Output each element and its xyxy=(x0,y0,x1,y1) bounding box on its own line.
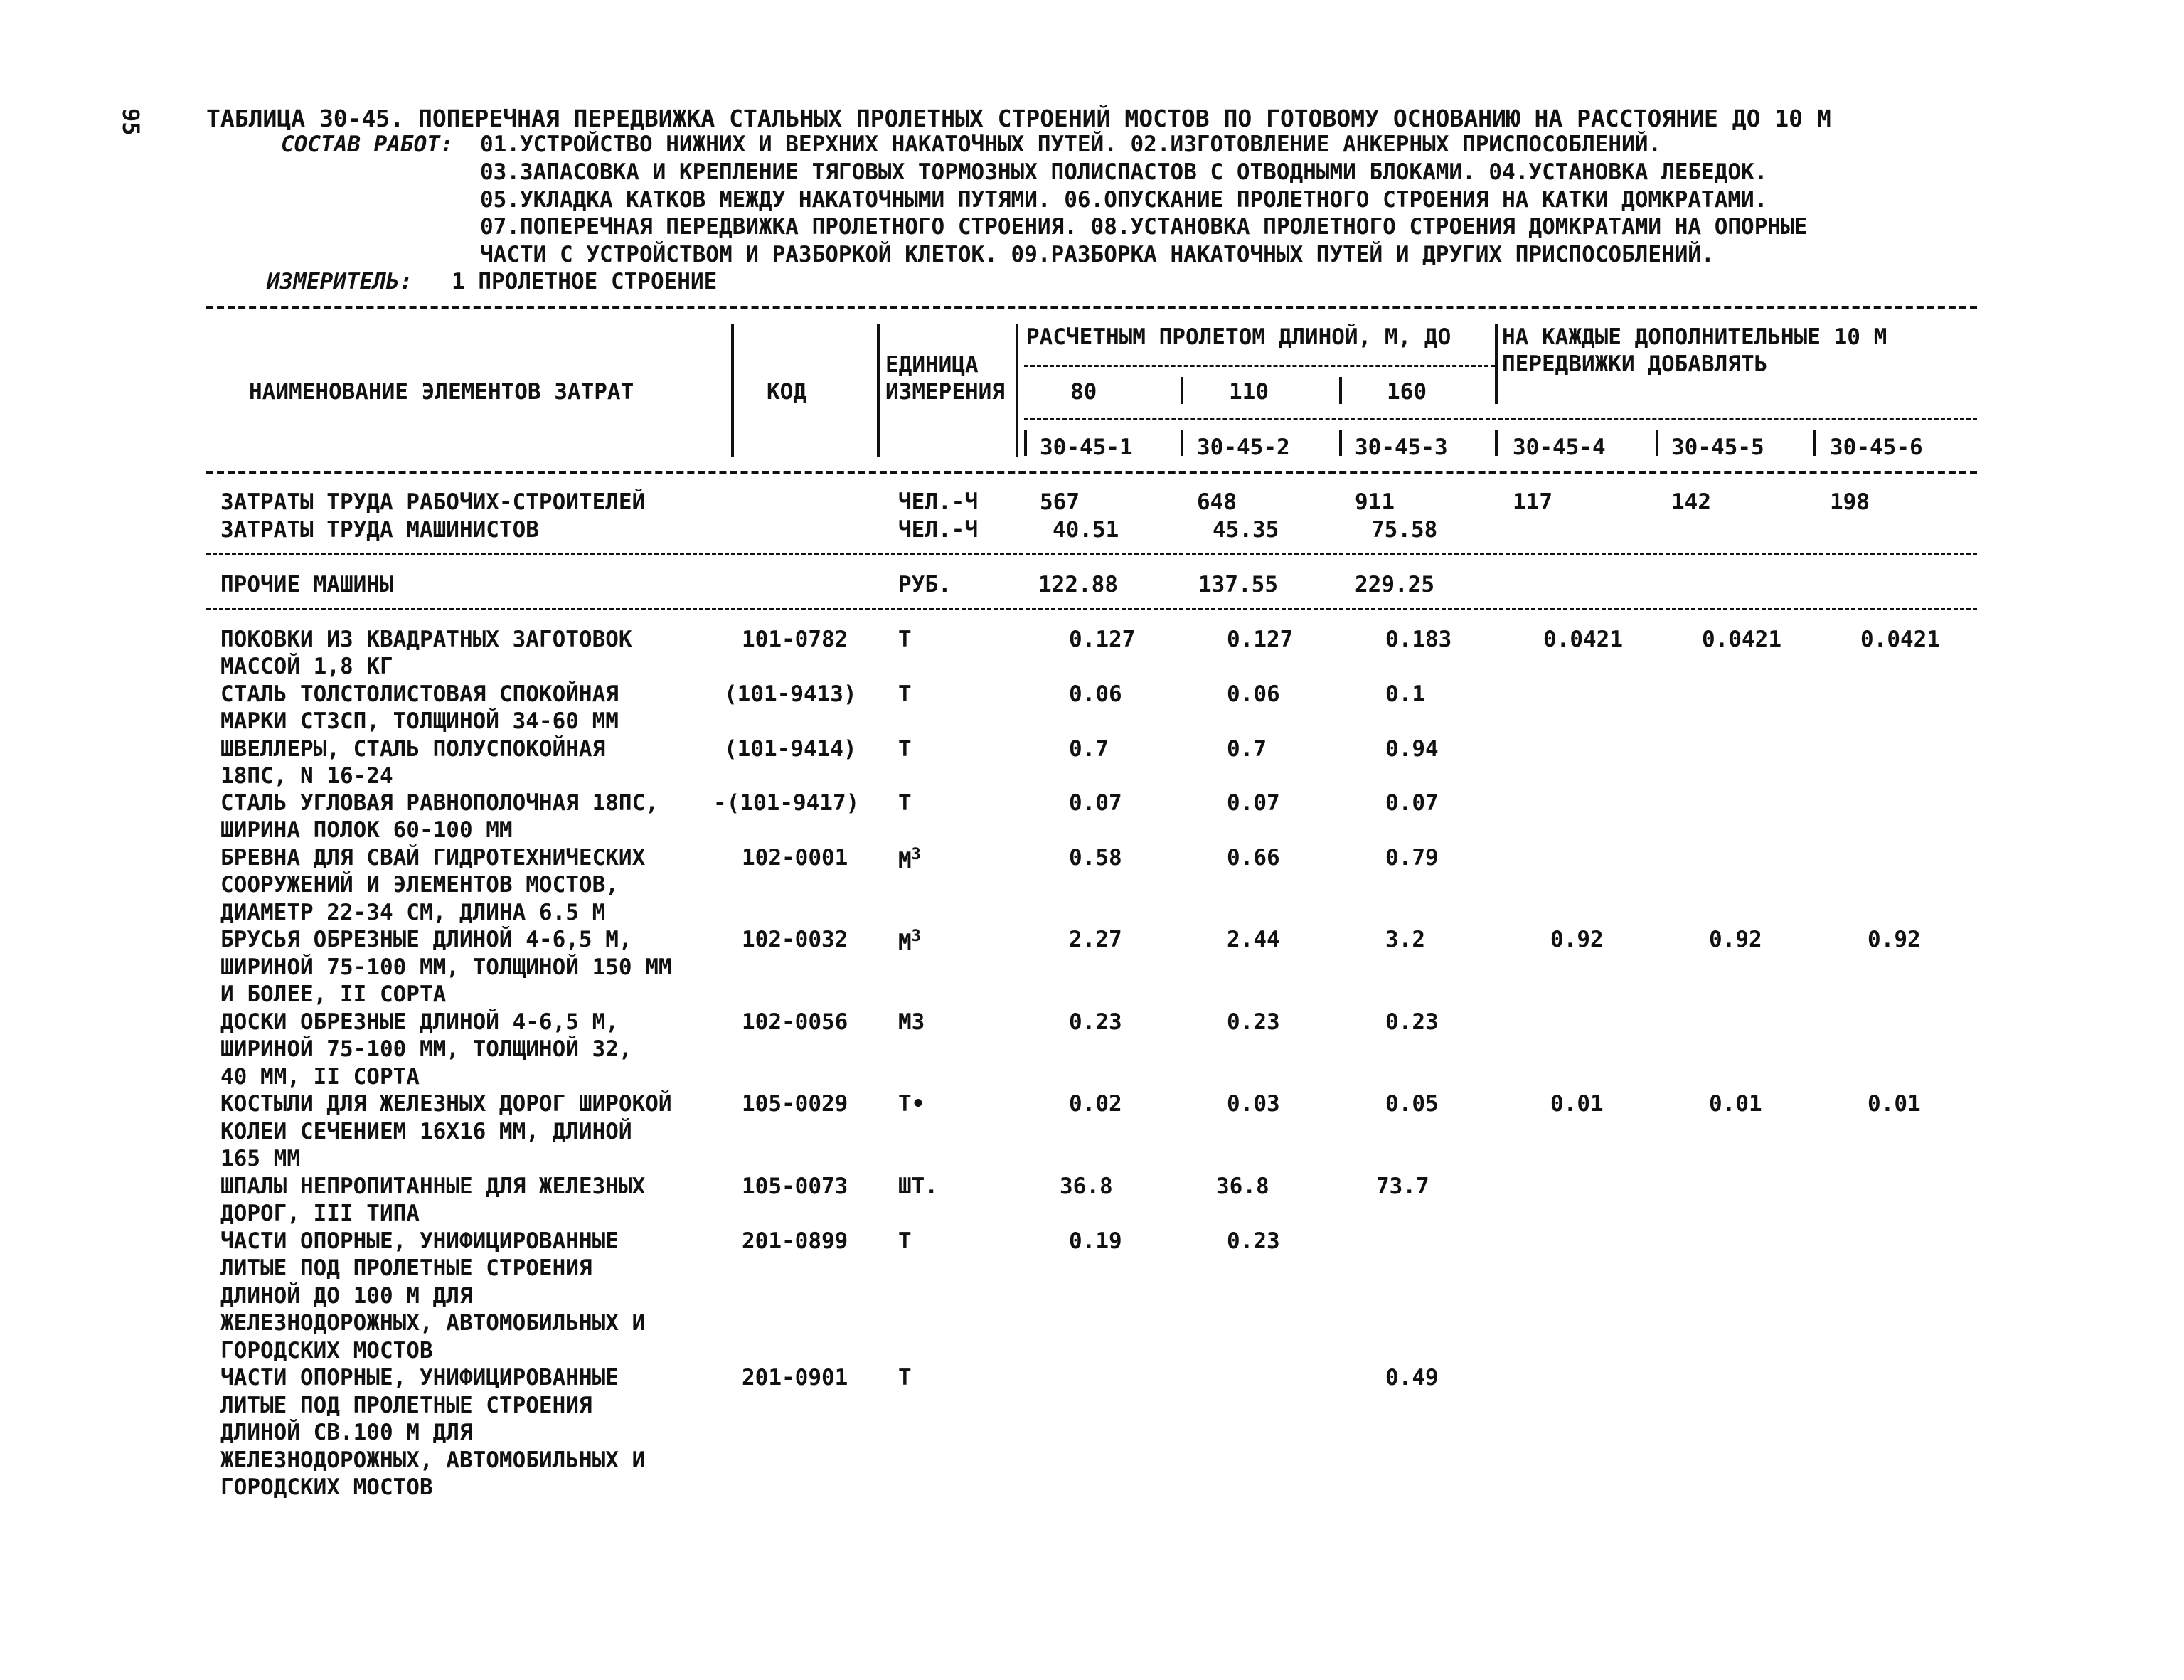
column-separator xyxy=(1495,324,1498,404)
work-line: 03.ЗАПАСОВКА И КРЕПЛЕНИЕ ТЯГОВЫХ ТОРМОЗНЫХ ПОЛИСПАСТОВ С ОТВОДНЫМИ БЛОКАМИ. 04.УСТАНОВКА ЛЕБЕДОК. xyxy=(480,159,1768,185)
material-name-line: БРУСЬЯ ОБРЕЗНЫЕ ДЛИНОЙ 4-6,5 М, xyxy=(220,927,632,952)
material-name-line: КОСТЫЛИ ДЛЯ ЖЕЛЕЗНЫХ ДОРОГ ШИРОКОЙ xyxy=(220,1091,672,1117)
material-name-line: ЖЕЛЕЗНОДОРОЖНЫХ, АВТОМОБИЛЬНЫХ И xyxy=(220,1447,646,1473)
page-number: 95 xyxy=(117,108,144,136)
material-name-line: ЛИТЫЕ ПОД ПРОЛЕТНЫЕ СТРОЕНИЯ xyxy=(220,1393,592,1418)
column-separator xyxy=(1813,430,1816,456)
material-value: 73.7 xyxy=(1376,1174,1429,1199)
labor-row-value: 911 xyxy=(1355,489,1395,515)
machine-row-value: 229.25 xyxy=(1355,572,1434,597)
labor-row-unit: ЧЕЛ.-Ч xyxy=(898,517,978,543)
material-name-line: ЛИТЫЕ ПОД ПРОЛЕТНЫЕ СТРОЕНИЯ xyxy=(220,1255,592,1281)
material-value: 0.05 xyxy=(1385,1091,1439,1117)
material-unit: Т xyxy=(898,1365,912,1391)
material-value: 0.0421 xyxy=(1702,627,1781,652)
section-rule xyxy=(206,608,1977,610)
labor-row-name: ЗАТРАТЫ ТРУДА РАБОЧИХ-СТРОИТЕЛЕЙ xyxy=(220,489,646,515)
material-unit: ШТ. xyxy=(898,1174,938,1199)
column-separator xyxy=(731,324,734,457)
meter-label: ИЗМЕРИТЕЛЬ: xyxy=(267,269,413,294)
material-value: 0.66 xyxy=(1227,845,1280,871)
column-separator xyxy=(1339,377,1342,404)
header-code: 30-45-6 xyxy=(1830,435,1923,460)
material-name-line: ЧАСТИ ОПОРНЫЕ, УНИФИЦИРОВАННЫЕ xyxy=(220,1365,619,1391)
material-code: (101-9414) xyxy=(724,736,857,762)
material-code: (101-9413) xyxy=(724,681,857,707)
material-unit: $М^3$ xyxy=(898,927,921,955)
work-label: СОСТАВ РАБОТ: xyxy=(281,132,454,157)
labor-row-unit: ЧЕЛ.-Ч xyxy=(898,489,978,515)
labor-row-value: 648 xyxy=(1197,489,1237,515)
header-span-80: 80 xyxy=(1070,379,1097,405)
material-code: 201-0899 xyxy=(742,1228,848,1254)
meter-value: 1 ПРОЛЕТНОЕ СТРОЕНИЕ xyxy=(452,269,718,294)
material-name-line: ШПАЛЫ НЕПРОПИТАННЫЕ ДЛЯ ЖЕЛЕЗНЫХ xyxy=(220,1174,646,1199)
header-code: 30-45-2 xyxy=(1197,435,1290,460)
material-value: 0.06 xyxy=(1227,681,1280,707)
material-name-line: ДОСКИ ОБРЕЗНЫЕ ДЛИНОЙ 4-6,5 М, xyxy=(220,1009,619,1035)
material-value: 0.94 xyxy=(1385,736,1439,762)
header-code: 30-45-4 xyxy=(1513,435,1606,460)
material-unit: Т xyxy=(898,1228,912,1254)
material-value: 0.92 xyxy=(1550,927,1604,952)
header-code: 30-45-3 xyxy=(1355,435,1448,460)
header-span-160: 160 xyxy=(1387,379,1427,405)
material-value: 0.07 xyxy=(1069,790,1122,816)
material-value: 0.127 xyxy=(1069,627,1136,652)
column-separator xyxy=(1495,430,1498,456)
material-value: 0.07 xyxy=(1385,790,1439,816)
header-span-110: 110 xyxy=(1229,379,1269,405)
labor-row-value: 142 xyxy=(1671,489,1711,515)
header-inner-rule xyxy=(1024,365,1495,367)
material-value: 0.1 xyxy=(1385,681,1425,707)
material-unit: Т xyxy=(898,627,912,652)
material-name-line: ДОРОГ, III ТИПА xyxy=(220,1201,420,1226)
column-separator xyxy=(1016,324,1018,457)
work-line: ЧАСТИ С УСТРОЙСТВОМ И РАЗБОРКОЙ КЛЕТОК. 09.РАЗБОРКА НАКАТОЧНЫХ ПУТЕЙ И ДРУГИХ ПРИСПОСОБЛЕНИЙ. xyxy=(480,242,1715,267)
material-value: 0.49 xyxy=(1385,1365,1439,1391)
machine-row-unit: РУБ. xyxy=(898,572,952,597)
column-separator xyxy=(1656,430,1658,456)
material-name-line: ШИРИНОЙ 75-100 ММ, ТОЛЩИНОЙ 150 ММ xyxy=(220,955,672,980)
material-name-line: ДЛИНОЙ СВ.100 М ДЛЯ xyxy=(220,1420,473,1445)
material-value: 0.127 xyxy=(1227,627,1294,652)
work-line: 01.УСТРОЙСТВО НИЖНИХ И ВЕРХНИХ НАКАТОЧНЫХ ПУТЕЙ. 02.ИЗГОТОВЛЕНИЕ АНКЕРНЫХ ПРИСПОСОБЛЕНИЙ. xyxy=(480,132,1662,157)
labor-row-value: 75.58 xyxy=(1371,517,1438,543)
labor-row-value: 40.51 xyxy=(1053,517,1119,543)
table-title: ТАБЛИЦА 30-45. ПОПЕРЕЧНАЯ ПЕРЕДВИЖКА СТАЛЬНЫХ ПРОЛЕТНЫХ СТРОЕНИЙ МОСТОВ ПО ГОТОВОМУ ОСНОВАНИЮ НА РАССТОЯНИЕ ДО 10 М xyxy=(206,105,1831,132)
material-name-line: ДЛИНОЙ ДО 100 М ДЛЯ xyxy=(220,1283,473,1309)
material-name-line: 165 ММ xyxy=(220,1146,300,1171)
material-value: 0.0421 xyxy=(1543,627,1623,652)
material-code: 201-0901 xyxy=(742,1365,848,1391)
material-code: 102-0056 xyxy=(742,1009,848,1035)
material-value: 0.92 xyxy=(1868,927,1921,952)
header-add-group: НА КАЖДЫЕ ДОПОЛНИТЕЛЬНЫЕ 10 М xyxy=(1502,324,1887,350)
material-name-line: СТАЛЬ ТОЛСТОЛИСТОВАЯ СПОКОЙНАЯ xyxy=(220,681,619,707)
material-name-line: МАССОЙ 1,8 КГ xyxy=(220,654,393,679)
material-value: 0.79 xyxy=(1385,845,1439,871)
work-line: 07.ПОПЕРЕЧНАЯ ПЕРЕДВИЖКА ПРОЛЕТНОГО СТРОЕНИЯ. 08.УСТАНОВКА ПРОЛЕТНОГО СТРОЕНИЯ ДОМКРАТАМИ НА ОПОРНЫЕ xyxy=(480,214,1808,240)
material-unit: М3 xyxy=(898,1009,925,1035)
material-name-line: ШВЕЛЛЕРЫ, СТАЛЬ ПОЛУСПОКОЙНАЯ xyxy=(220,736,606,762)
material-value: 0.0421 xyxy=(1860,627,1940,652)
material-value: 0.03 xyxy=(1227,1091,1280,1117)
header-add-group: ПЕРЕДВИЖКИ ДОБАВЛЯТЬ xyxy=(1502,351,1768,377)
header-code: 30-45-5 xyxy=(1671,435,1764,460)
material-value: 36.8 xyxy=(1060,1174,1113,1199)
material-name-line: 18ПС, N 16-24 xyxy=(220,763,393,789)
material-value: 0.7 xyxy=(1227,736,1267,762)
material-unit: Т xyxy=(898,681,912,707)
column-separator xyxy=(877,324,880,457)
material-value: 0.23 xyxy=(1385,1009,1439,1035)
material-value: 0.02 xyxy=(1069,1091,1122,1117)
header-span-group: РАСЧЕТНЫМ ПРОЛЕТОМ ДЛИНОЙ, М, ДО xyxy=(1026,324,1451,350)
material-name-line: СТАЛЬ УГЛОВАЯ РАВНОПОЛОЧНАЯ 18ПС, xyxy=(220,790,659,816)
header-top-rule xyxy=(206,306,1977,309)
material-name-line: ШИРИНА ПОЛОК 60-100 ММ xyxy=(220,817,513,843)
labor-row-value: 198 xyxy=(1830,489,1870,515)
material-unit: $М^3$ xyxy=(898,846,921,873)
machine-row-name: ПРОЧИЕ МАШИНЫ xyxy=(220,572,393,597)
material-value: 0.06 xyxy=(1069,681,1122,707)
labor-row-value: 45.35 xyxy=(1213,517,1279,543)
material-unit: Т xyxy=(898,736,912,762)
material-code: -(101-9417) xyxy=(713,790,860,816)
labor-row-name: ЗАТРАТЫ ТРУДА МАШИНИСТОВ xyxy=(220,517,539,543)
machine-row-value: 137.55 xyxy=(1198,572,1278,597)
material-value: 0.183 xyxy=(1385,627,1452,652)
header-name-column: НАИМЕНОВАНИЕ ЭЛЕМЕНТОВ ЗАТРАТ xyxy=(249,379,634,405)
material-code: 102-0001 xyxy=(742,845,848,871)
column-separator xyxy=(1181,377,1183,404)
material-value: 2.27 xyxy=(1069,927,1122,952)
material-name-line: И БОЛЕЕ, II СОРТА xyxy=(220,982,447,1007)
section-rule xyxy=(206,553,1977,555)
material-name-line: ГОРОДСКИХ МОСТОВ xyxy=(220,1338,433,1363)
material-value: 36.8 xyxy=(1216,1174,1269,1199)
material-name-line: ЖЕЛЕЗНОДОРОЖНЫХ, АВТОМОБИЛЬНЫХ И xyxy=(220,1310,646,1336)
material-value: 0.07 xyxy=(1227,790,1280,816)
header-inner-rule xyxy=(1024,418,1977,420)
material-value: 0.01 xyxy=(1709,1091,1762,1117)
material-name-line: ДИАМЕТР 22-34 СМ, ДЛИНА 6.5 М xyxy=(220,900,606,925)
material-value: 0.19 xyxy=(1069,1228,1122,1254)
material-unit: Т xyxy=(898,790,912,816)
labor-row-value: 117 xyxy=(1513,489,1552,515)
machine-row-value: 122.88 xyxy=(1038,572,1118,597)
header-unit-column: ИЗМЕРЕНИЯ xyxy=(885,379,1005,405)
header-code: 30-45-1 xyxy=(1040,435,1133,460)
header-unit-column: ЕДИНИЦА xyxy=(885,352,979,378)
material-value: 0.23 xyxy=(1227,1009,1280,1035)
material-value: 0.92 xyxy=(1709,927,1762,952)
material-name-line: МАРКИ СТ3СП, ТОЛЩИНОЙ 34-60 ММ xyxy=(220,708,619,734)
material-name-line: ШИРИНОЙ 75-100 ММ, ТОЛЩИНОЙ 32, xyxy=(220,1036,632,1062)
material-code: 105-0073 xyxy=(742,1174,848,1199)
column-separator xyxy=(1339,430,1342,456)
material-code: 101-0782 xyxy=(742,627,848,652)
header-bottom-rule xyxy=(206,471,1977,474)
material-value: 0.23 xyxy=(1069,1009,1122,1035)
labor-row-value: 567 xyxy=(1040,489,1080,515)
material-name-line: ЧАСТИ ОПОРНЫЕ, УНИФИЦИРОВАННЫЕ xyxy=(220,1228,619,1254)
material-value: 0.01 xyxy=(1868,1091,1921,1117)
material-name-line: ГОРОДСКИХ МОСТОВ xyxy=(220,1474,433,1500)
header-code-column: КОД xyxy=(767,379,806,405)
material-value: 0.23 xyxy=(1227,1228,1280,1254)
material-name-line: СООРУЖЕНИЙ И ЭЛЕМЕНТОВ МОСТОВ, xyxy=(220,872,619,898)
material-value: 0.58 xyxy=(1069,845,1122,871)
material-name-line: ПОКОВКИ ИЗ КВАДРАТНЫХ ЗАГОТОВОК xyxy=(220,627,632,652)
material-name-line: 40 ММ, II СОРТА xyxy=(220,1064,420,1090)
material-name-line: БРЕВНА ДЛЯ СВАЙ ГИДРОТЕХНИЧЕСКИХ xyxy=(220,845,646,871)
material-value: 2.44 xyxy=(1227,927,1280,952)
material-code: 105-0029 xyxy=(742,1091,848,1117)
material-unit: Т• xyxy=(898,1091,925,1117)
material-value: 0.01 xyxy=(1550,1091,1604,1117)
work-line: 05.УКЛАДКА КАТКОВ МЕЖДУ НАКАТОЧНЫМИ ПУТЯМИ. 06.ОПУСКАНИЕ ПРОЛЕТНОГО СТРОЕНИЯ НА КАТКИ ДОМКРАТАМИ. xyxy=(480,187,1768,213)
material-value: 0.7 xyxy=(1069,736,1109,762)
material-name-line: КОЛЕИ СЕЧЕНИЕМ 16Х16 ММ, ДЛИНОЙ xyxy=(220,1119,632,1144)
material-code: 102-0032 xyxy=(742,927,848,952)
material-value: 3.2 xyxy=(1385,927,1425,952)
column-separator xyxy=(1024,430,1027,456)
column-separator xyxy=(1181,430,1183,456)
